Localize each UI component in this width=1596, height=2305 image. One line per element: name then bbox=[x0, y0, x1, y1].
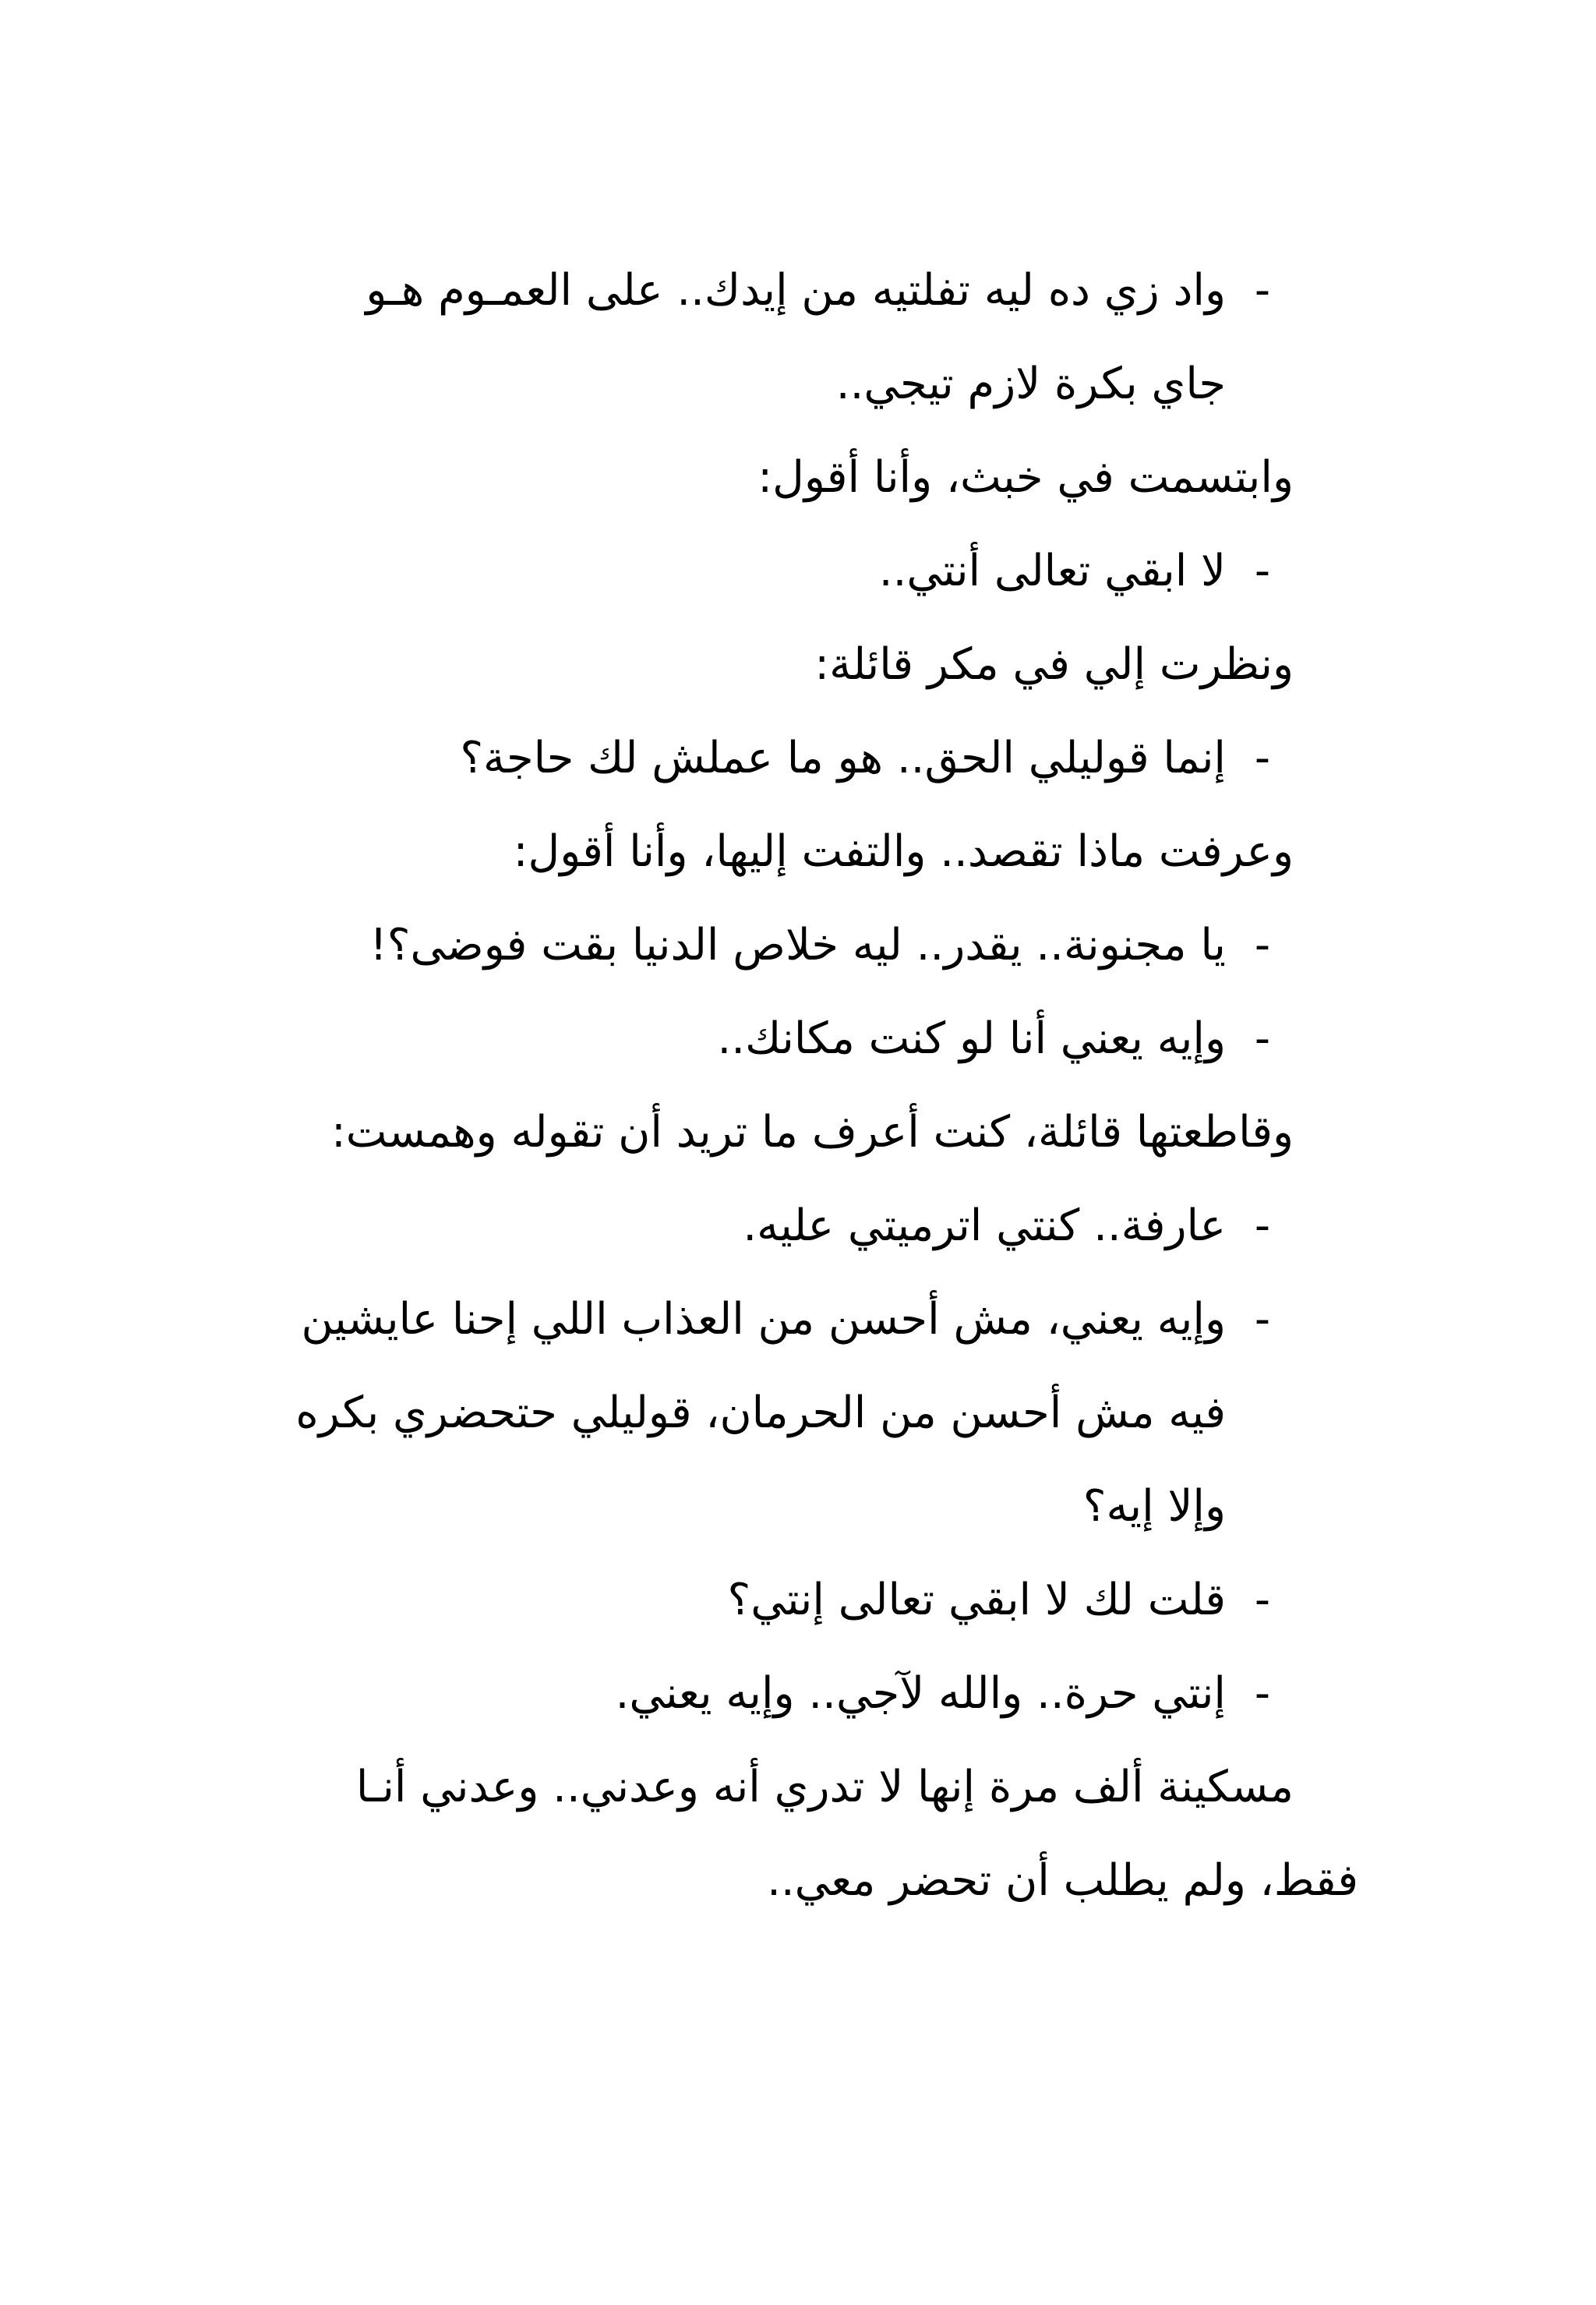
text-line-13: فيه مش أحسن من الحرمان، قوليلي حتحضري بكره bbox=[295, 1388, 1226, 1438]
text-line-6: إنما قوليلي الحق.. هو ما عملش لك حاجة؟ bbox=[460, 733, 1226, 783]
text-line-15: قلت لك لا ابقي تعالى إنتي؟ bbox=[727, 1575, 1226, 1625]
text-line-10: وقاطعتها قائلة، كنت أعرف ما تريد أن تقوله وهمست: bbox=[330, 1107, 1294, 1158]
text-line-12: وإيه يعني، مش أحسن من العذاب اللي إحنا عايشين bbox=[301, 1294, 1226, 1345]
text-line-16: إنتي حرة.. والله لآجي.. وإيه يعني. bbox=[615, 1668, 1226, 1719]
text-line-7: وعرفت ماذا تقصد.. والتفت إليها، وأنا أقول: bbox=[513, 826, 1294, 877]
text-line-14: وإلا إيه؟ bbox=[1082, 1481, 1226, 1532]
dialogue-dash: - bbox=[1254, 920, 1271, 970]
text-line-11: عارفة.. كنتي اترميتي عليه. bbox=[743, 1200, 1226, 1251]
dialogue-dash: - bbox=[1254, 1013, 1271, 1064]
text-line-1: واد زي ده ليه تفلتيه من إيدك.. على العمـوم هـو bbox=[365, 265, 1226, 316]
dialogue-dash: - bbox=[1254, 1668, 1271, 1719]
dialogue-dash: - bbox=[1254, 1294, 1271, 1345]
text-line-9: وإيه يعني أنا لو كنت مكانك.. bbox=[717, 1013, 1226, 1064]
text-line-3: وابتسمت في خبث، وأنا أقول: bbox=[757, 452, 1294, 503]
text-line-17: مسكينة ألف مرة إنها لا تدري أنه وعدني.. وعدني أنـا bbox=[355, 1762, 1294, 1812]
text-line-4: لا ابقي تعالى أنتي.. bbox=[878, 546, 1226, 596]
text-line-8: يا مجنونة.. يقدر.. ليه خلاص الدنيا بقت فوضى؟! bbox=[369, 920, 1226, 970]
dialogue-dash: - bbox=[1254, 265, 1271, 316]
text-line-2: جاي بكرة لازم تيجي.. bbox=[835, 359, 1226, 409]
dialogue-dash: - bbox=[1254, 1575, 1271, 1625]
dialogue-dash: - bbox=[1254, 1200, 1271, 1251]
dialogue-dash: - bbox=[1254, 546, 1271, 596]
text-line-18: فقط، ولم يطلب أن تحضر معي.. bbox=[767, 1855, 1358, 1906]
text-line-5: ونظرت إلي في مكر قائلة: bbox=[814, 639, 1294, 690]
dialogue-dash: - bbox=[1254, 733, 1271, 783]
